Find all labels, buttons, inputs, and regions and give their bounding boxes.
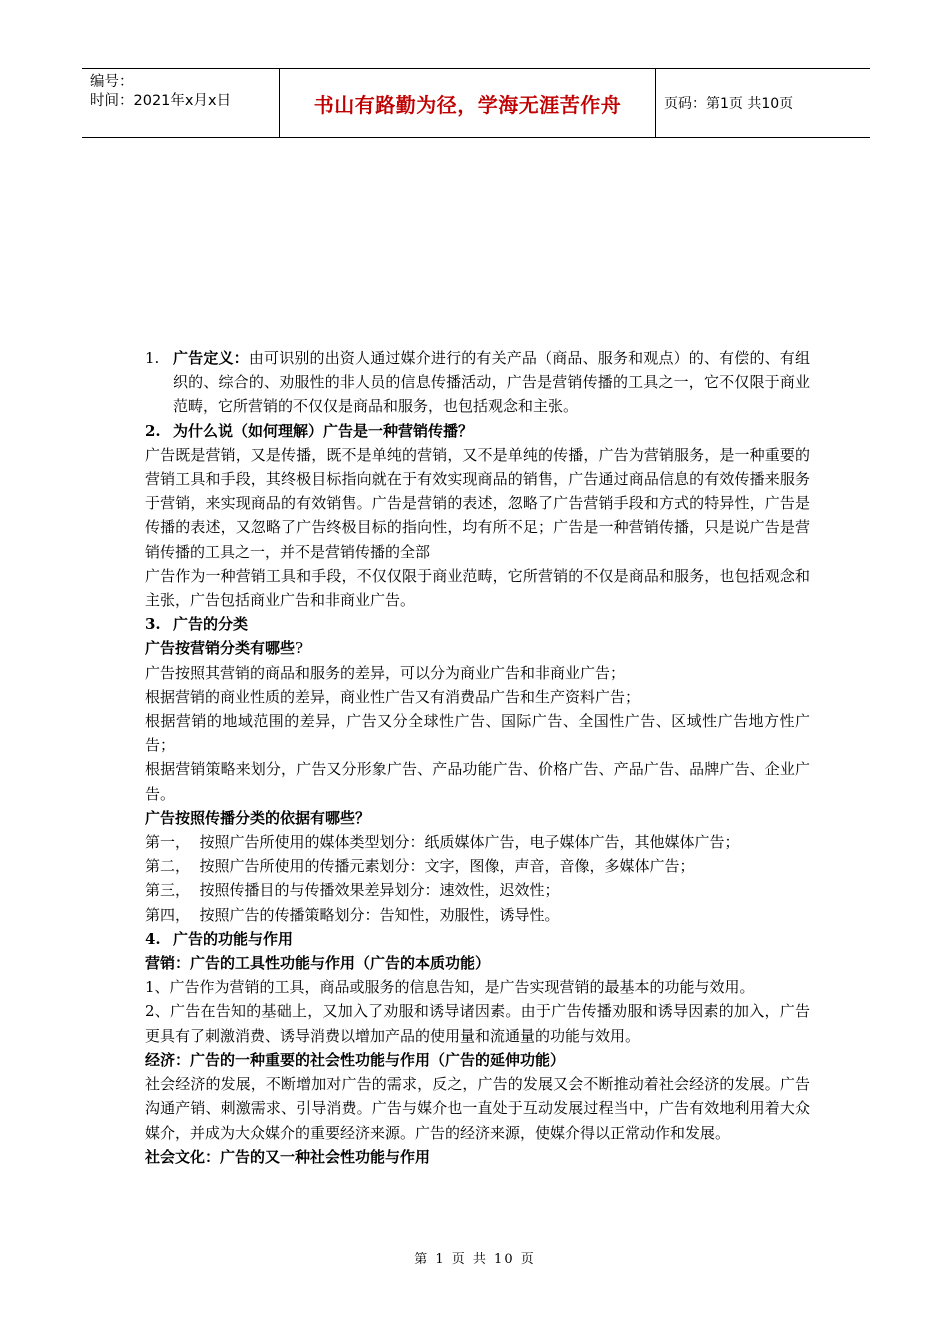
section-3-line-1: 广告按照其营销的商品和服务的差异，可以分为商业广告和非商业广告；: [145, 663, 626, 682]
header-meta: [82, 69, 280, 137]
header-page-info: 页码：第1页 共10页: [664, 96, 794, 112]
section-1: [145, 346, 810, 419]
section-2-title: 为什么说（如何理解）广告是一种营销传播？: [173, 421, 474, 440]
header-motto: 书山有路勤为径，学海无涯苦作舟: [280, 69, 656, 137]
section-3-media-1: 第一， 按照广告所使用的媒体类型划分：纸质媒体广告，电子媒体广告，其他媒体广告；: [145, 833, 740, 852]
section-1-title: 广告定义：: [173, 349, 249, 367]
section-3-title: 广告的分类: [173, 615, 249, 634]
section-4-subheading-3: 社会文化：广告的又一种社会性功能与作用: [145, 1147, 431, 1166]
section-4-title: 广告的功能与作用: [173, 929, 294, 948]
section-3-media-2: 第二， 按照广告所使用的传播元素划分：文字，图像，声音，音像，多媒体广告；: [145, 857, 695, 876]
section-4-line-1: 1、广告作为营销的工具，商品或服务的信息告知，是广告实现营销的最基本的功能与效用。: [145, 978, 755, 997]
page-footer: 第 1 页 共 10 页: [414, 1252, 536, 1267]
section-3-subheading-1: 广告按营销分类有哪些?: [145, 639, 304, 658]
section-2-number: 2.: [145, 421, 161, 440]
code-label: 编号：: [90, 74, 134, 90]
section-4-heading: [145, 927, 810, 951]
section-2-paragraph-2: 广告作为一种营销工具和手段，不仅仅限于商业范畴，它所营销的不仅是商品和服务，也包括观念和主张，广告包括商业广告和非商业广告。: [145, 566, 810, 610]
section-4-subheading-2: 经济：广告的一种重要的社会性功能与作用（广告的延伸功能）: [145, 1050, 566, 1069]
section-2-paragraph-1: 广告既是营销，又是传播，既不是单纯的营销，又不是单纯的传播，广告为营销服务，是一种重要的营销工具和手段，其终极目标指向就在于有效实现商品的销售，广告通过商品信息的有效传播来服务于营销，来实现商品的有效销售。广告是营销的表述，忽略了广告营销手段和方式的特异性，广告是传播的表述，又忽略了广告终极目标的指向性，均有所不足；广告是一种营销传播，只是说广告是营销传播的工具之一，并不是营销传播的全部: [145, 445, 810, 561]
section-4-subheading-1: 营销：广告的工具性功能与作用（广告的本质功能）: [145, 954, 491, 973]
section-3-line-3: 根据营销的地域范围的差异，广告又分全球性广告、国际广告、全国性广告、区域性广告地方性广告；: [145, 712, 810, 755]
section-4-number: 4.: [145, 929, 161, 948]
section-3-heading: [145, 612, 810, 636]
section-3-line-2: 根据营销的商业性质的差异，商业性广告又有消费品广告和生产资料广告；: [145, 687, 641, 706]
section-2-heading: [145, 419, 810, 443]
section-1-number: 1.: [145, 349, 160, 367]
time-label: 时间：2021年x月x日: [90, 93, 232, 109]
section-3-media-4: 第四， 按照广告的传播策略划分：告知性，劝服性，诱导性。: [145, 905, 560, 924]
section-3-line-4: 根据营销策略来划分，广告又分形象广告、产品功能广告、价格广告、产品广告、品牌广告、企业广告。: [145, 760, 810, 803]
document-body: [145, 346, 810, 1169]
section-1-text: 由可识别的出资人通过媒介进行的有关产品（商品、服务和观点）的、有偿的、有组织的、综合的、劝服性的非人员的信息传播活动，广告是营销传播的工具之一，它不仅限于商业范畴，它所营销的不仅仅是商品和服务，也包括观念和主张。: [173, 349, 810, 416]
document-header: [82, 68, 870, 138]
section-3-media-3: 第三， 按照传播目的与传播效果差异划分：速效性，迟效性；: [145, 881, 560, 900]
section-3-number: 3.: [145, 615, 161, 634]
section-4-line-2: 2、广告在告知的基础上，又加入了劝服和诱导诸因素。由于广告传播劝服和诱导因素的加入，广告更具有了刺激消费、诱导消费以增加产品的使用量和流通量的功能与效用。: [145, 1002, 810, 1045]
section-3-subheading-2: 广告按照传播分类的依据有哪些？: [145, 808, 371, 827]
section-4-paragraph: 社会经济的发展，不断增加对广告的需求，反之，广告的发展又会不断推动着社会经济的发展。广告沟通产销、刺激需求、引导消费。广告与媒介也一直处于互动发展过程当中，广告有效地利用着大众媒介，并成为大众媒介的重要经济来源。广告的经济来源，使媒介得以正常动作和发展。: [145, 1075, 810, 1142]
